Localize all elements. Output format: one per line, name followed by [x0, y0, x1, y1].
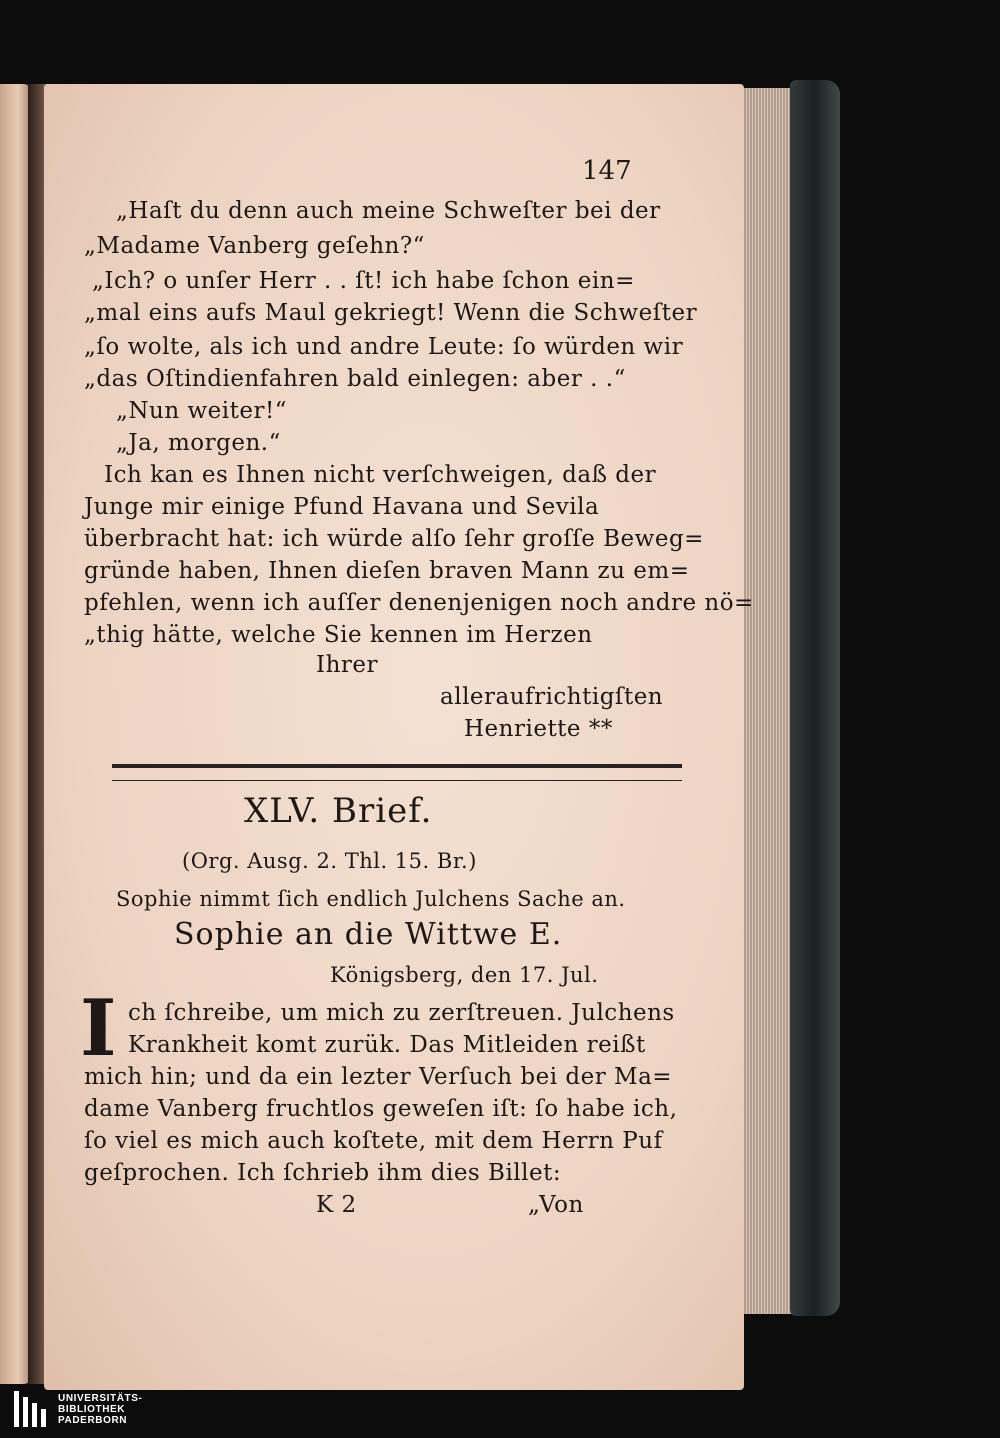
book-cover: [790, 80, 840, 1316]
text-line: überbracht hat: ich würde alſo ſehr groſſe Beweg=: [84, 526, 704, 552]
library-logo-icon: [14, 1391, 50, 1427]
section-rule: [112, 764, 682, 781]
body-line: Krankheit komt zurük. Das Mitleiden reißt: [128, 1032, 646, 1058]
text-line: „Madame Vanberg geſehn?“: [84, 233, 425, 259]
book-page: [44, 84, 754, 1390]
catchword: „Von: [528, 1192, 584, 1218]
page-edges: [740, 88, 796, 1314]
page-number: 147: [582, 156, 632, 186]
signature: Henriette **: [464, 716, 613, 742]
text-line: „ſo wolte, als ich und andre Leute: ſo würden wir: [84, 334, 684, 360]
body-line: mich hin; und da ein lezter Verſuch bei der Ma=: [84, 1064, 673, 1090]
text-line: „das Oſtindienfahren bald einlegen: aber . .“: [84, 366, 626, 392]
text-line: Junge mir einige Pfund Havana und Sevila: [84, 494, 600, 520]
letter-address: Sophie an die Wittwe E.: [174, 917, 563, 952]
logo-line: PADERBORN: [58, 1414, 128, 1426]
body-line: ch ſchreibe, um mich zu zerſtreuen. Julchens: [128, 1000, 675, 1026]
body-line: geſprochen. Ich ſchrieb ihm dies Billet:: [84, 1160, 562, 1186]
text-line: pfehlen, wenn ich auſſer denenjenigen noch andre nö=: [84, 590, 754, 616]
edition-reference: (Org. Ausg. 2. Thl. 15. Br.): [182, 849, 477, 873]
text-line: „mal eins aufs Maul gekriegt! Wenn die Schweſter: [84, 300, 698, 326]
closing-superlative: alleraufrichtigſten: [440, 684, 664, 710]
text-line: gründe haben, Ihnen dieſen braven Mann zu em=: [84, 558, 690, 584]
place-date: Königsberg, den 17. Jul.: [330, 963, 599, 987]
logo-line: BIBLIOTHEK: [58, 1403, 126, 1415]
body-line: dame Vanberg fruchtlos geweſen iſt: ſo habe ich,: [84, 1096, 678, 1122]
letter-summary: Sophie nimmt ſich endlich Julchens Sache an.: [116, 887, 626, 911]
letter-heading: XLV. Brief.: [244, 791, 433, 831]
library-logo-text: [58, 1393, 142, 1426]
body-line: ſo viel es mich auch koſtete, mit dem Herrn Puf: [84, 1128, 663, 1154]
text-line: Ich kan es Ihnen nicht verſchweigen, daß der: [104, 462, 657, 488]
left-page-edge: [0, 84, 30, 1384]
text-line: „thig hätte, welche Sie kennen im Herzen: [84, 622, 593, 648]
signature-mark: K 2: [316, 1192, 357, 1218]
drop-cap: I: [80, 983, 117, 1074]
library-logo: [14, 1388, 142, 1430]
text-line: „Nun weiter!“: [116, 398, 287, 424]
text-line: „Ich? o unſer Herr . . ſt! ich habe ſchon ein=: [92, 268, 635, 294]
logo-line: UNIVERSITÄTS-: [58, 1392, 143, 1404]
text-line: „Ja, morgen.“: [116, 430, 281, 456]
text-line: „Haſt du denn auch meine Schweſter bei der: [116, 198, 661, 224]
closing-ihrer: Ihrer: [316, 652, 378, 678]
